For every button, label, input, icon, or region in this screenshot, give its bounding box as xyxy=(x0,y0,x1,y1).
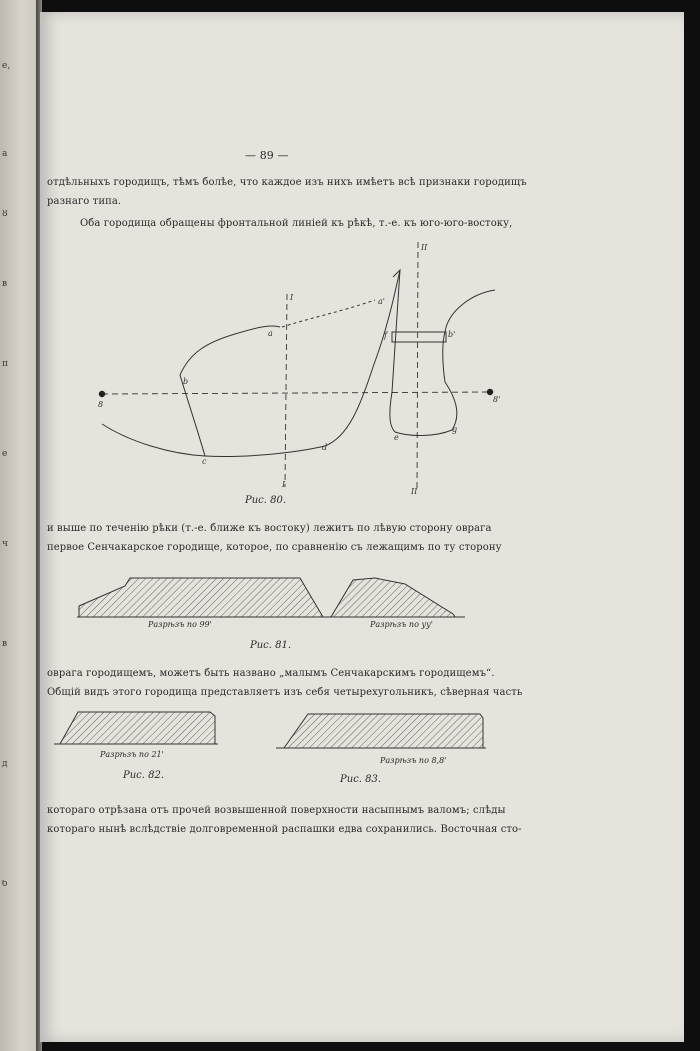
text-line: Общій видъ этого городища представляетъ изъ себя четырехугольникъ, сѣверная часть xyxy=(47,687,523,698)
figure-label: I xyxy=(282,480,286,489)
figure-label: b' xyxy=(448,330,456,339)
left-page-text: а xyxy=(2,150,8,159)
figure-label: e xyxy=(394,433,399,442)
figure-label: a xyxy=(268,329,273,338)
figure-label: g xyxy=(452,425,458,434)
figure-label: 8' xyxy=(493,395,501,404)
figure-label: 8 xyxy=(98,400,104,409)
text-line: оврага городищемъ, можетъ быть названо „малымъ Сенчакарскимъ городищемъ“. xyxy=(47,668,495,679)
text-line: первое Сенчакарское городище, которое, по сравненію съ лежащимъ по ту сторону xyxy=(47,542,502,553)
page-number: — 89 — xyxy=(245,149,289,162)
figure-label: d xyxy=(322,443,328,452)
text-line: котораго нынѣ вслѣдствіе долговременной распашки едва сохранились. Восточная сто- xyxy=(47,824,522,835)
figure-label: c xyxy=(202,457,207,466)
left-page-edge xyxy=(0,0,36,1051)
figure-83-caption: Рис. 83. xyxy=(340,774,382,785)
figure-label: II xyxy=(411,487,418,496)
figure-83-profile xyxy=(270,702,490,762)
left-page-text: б xyxy=(2,880,8,889)
figure-label: a' xyxy=(378,297,385,306)
text-line: Оба городища обращены фронтальной линіей къ рѣкѣ, т.-е. къ юго-юго-востоку, xyxy=(80,218,513,229)
figure-80-caption: Рис. 80. xyxy=(245,495,287,506)
figure-80-plan xyxy=(90,232,510,502)
left-page-text: е xyxy=(2,450,8,459)
text-line: разнаго типа. xyxy=(47,196,122,207)
figure-label: II xyxy=(421,243,428,252)
figure-81-scale-left: Разрѣзъ по 99' xyxy=(148,620,212,629)
figure-82-caption: Рис. 82. xyxy=(123,770,165,781)
text-line: и выше по теченію рѣки (т.-е. ближе къ востоку) лежитъ по лѣвую сторону оврага xyxy=(47,523,492,534)
figure-81-caption: Рис. 81. xyxy=(250,640,292,651)
left-page-text: в xyxy=(2,280,8,289)
figure-82-scale: Разрѣзъ по 21' xyxy=(100,750,164,759)
figure-82-profile xyxy=(50,702,220,752)
text-line: отдѣльныхъ городищъ, тѣмъ болѣе, что каждое изъ нихъ имѣетъ всѣ признаки городищъ xyxy=(47,177,527,188)
left-page-text: e, xyxy=(2,62,11,71)
figure-label: f xyxy=(384,331,387,340)
left-page-text: п xyxy=(2,360,8,369)
left-page-text: в xyxy=(2,640,8,649)
left-page-text: д xyxy=(2,760,8,769)
figure-83-scale: Разрѣзъ по 8,8' xyxy=(380,756,447,765)
text-line: котораго отрѣзана отъ прочей возвышенной поверхности насыпнымъ валомъ; слѣды xyxy=(47,805,506,816)
figure-label: I xyxy=(290,293,294,302)
left-page-text: ч xyxy=(2,540,8,549)
figure-81-scale-right: Разрѣзъ по уу' xyxy=(370,620,433,629)
book-page xyxy=(40,12,684,1042)
left-page-text: 8 xyxy=(2,210,8,219)
figure-label: b xyxy=(183,377,189,386)
